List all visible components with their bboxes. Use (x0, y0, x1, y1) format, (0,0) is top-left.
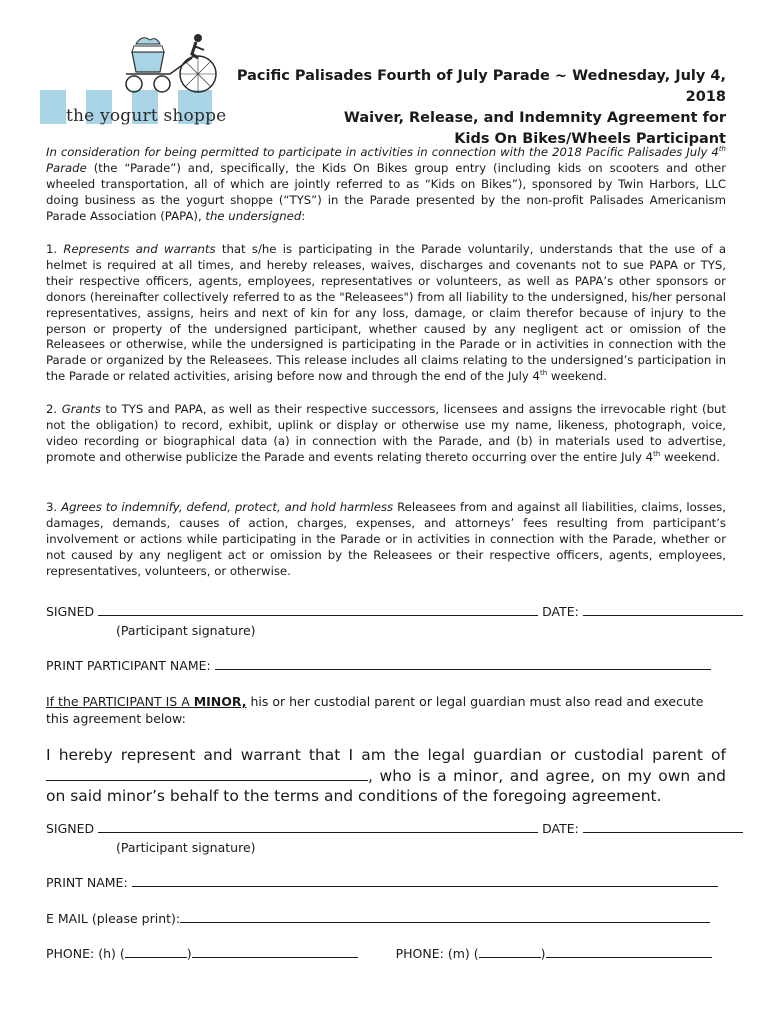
print-name-label: PRINT NAME: (46, 875, 128, 890)
clause-2-sup: th (653, 449, 661, 458)
clause-2-lead: Grants (61, 402, 101, 416)
clause-1-body: that s/he is participating in the Parade voluntarily, understands that the use of a helmet is required at all times, and hereby releases, waives, discharges and covenants not to sue PAPA or TYS, their respective officers, agents, employees, representatives or volunteers, as well as PAPA’s other sponsors or donors (hereinafter collectively referred to as the "Releasees") from all liability to the undersigned, his/her personal representatives, assigns, heirs and next of kin for any loss, damage, or claim therefor because of injury to the person or property of the undersigned participant, whether caused by any negligent act or omission of the Releasees or otherwise, while the undersigned is participating in the Parade or in activities in connection with the Parade or organized by the Releasees. This release includes all claims relating to the undersigned’s participation in the Parade or related activities, arising before now and through the end of the July 4 (46, 242, 726, 384)
phone-home-area-field[interactable] (125, 945, 187, 958)
intro-text-1: In consideration for being permitted to participate in activities in connection with the 2018 Pacific Palisades July 4 (46, 145, 719, 159)
phone-mobile-area-field[interactable] (479, 945, 541, 958)
email-field[interactable] (180, 910, 710, 923)
participant-signature-field[interactable] (98, 603, 538, 616)
phone-row (46, 945, 728, 962)
intro-text-2: Parade (46, 160, 87, 175)
bike-cart-icon (112, 32, 220, 96)
participant-name-field[interactable] (215, 657, 711, 670)
guardian-statement-2: , who is a minor, and agree, on my own and on said minor’s behalf to the terms and conditions of the foregoing agreement. (46, 766, 726, 805)
minor-notice-pre: If the PARTICIPANT IS A (46, 694, 194, 709)
intro-text-5: : (301, 208, 306, 223)
guardian-name-field[interactable] (132, 874, 718, 887)
clause-3-number: 3. (46, 500, 58, 514)
participant-name-row (46, 657, 728, 674)
title-line-3: Kids On Bikes/Wheels Participant (454, 131, 726, 147)
date-label: DATE: (542, 604, 579, 619)
clause-3-lead: Agrees to indemnify, defend, protect, and hold harmless (61, 500, 394, 514)
title-line-2: Waiver, Release, and Indemnity Agreement for (343, 110, 726, 126)
clause-1-sup: th (539, 369, 548, 378)
minor-name-field[interactable] (46, 766, 368, 781)
phone-home-paren: ) (186, 946, 192, 961)
minor-notice-bold: MINOR, (193, 694, 247, 709)
guardian-signature-row (46, 820, 728, 837)
title-line-1: Pacific Palisades Fourth of July Parade ~ Wednesday, July 4, 2018 (236, 68, 726, 105)
clause-2-number: 2. (46, 402, 58, 416)
clause-1-lead: Represents and warrants (63, 242, 216, 256)
clause-1-number: 1. (46, 242, 58, 256)
intro-text-3: (the “Parade”) and, specifically, the Kids On Bikes group entry (including kids on scooters and other wheeled transportation, all of which are jointly referred to as “Kids on Bikes”), sponsored by Twin Harbors, LLC doing business as the yogurt shoppe (“TYS”) in the Parade presented by the non-profit Palisades Americanism Parade Association (PAPA), (46, 160, 726, 223)
print-participant-name-label: PRINT PARTICIPANT NAME: (46, 658, 211, 673)
minor-notice (46, 693, 726, 727)
yogurt-shoppe-logo (40, 28, 227, 128)
guardian-date-label: DATE: (542, 821, 579, 836)
signed-label: SIGNED (46, 604, 95, 619)
guardian-statement-1: I hereby represent and warrant that I am the legal guardian or custodial parent of (46, 746, 726, 764)
guardian-signature-field[interactable] (98, 820, 538, 833)
clause-2 (46, 402, 726, 466)
participant-signature-row (46, 603, 728, 620)
guardian-name-row (46, 874, 728, 891)
guardian-date-field[interactable] (583, 820, 743, 833)
phone-home-label: PHONE: (h) ( (46, 946, 125, 961)
intro-sup: th (718, 145, 726, 154)
clause-1 (46, 242, 726, 385)
guardian-statement (46, 745, 726, 807)
intro-paragraph (46, 145, 726, 225)
phone-mobile-number-field[interactable] (546, 945, 712, 958)
email-row (46, 910, 728, 927)
clause-3 (46, 500, 726, 580)
email-label: E MAIL (please print): (46, 911, 181, 926)
guardian-signature-caption: (Participant signature) (116, 840, 256, 855)
phone-home-number-field[interactable] (192, 945, 358, 958)
phone-mobile-paren: ) (540, 946, 546, 961)
clause-2-body: to TYS and PAPA, as well as their respective successors, licensees and assigns the irrevocable right (but not the obligation) to record, exhibit, uplink or display or otherwise use my name, likeness, photograph, voice, video recording or biographical data (a) in connection with the Parade, and (b) in materials used to advertise, promote and otherwise publicize the Parade and events relating thereto occurring over the entire July 4 (46, 402, 726, 464)
phone-mobile-label: PHONE: (m) ( (395, 946, 479, 961)
clause-2-end: weekend. (664, 449, 721, 464)
logo-wordmark: the yogurt shoppe (66, 106, 227, 126)
document-title (226, 66, 726, 150)
participant-date-field[interactable] (583, 603, 743, 616)
guardian-signed-label: SIGNED (46, 821, 95, 836)
clause-1-end: weekend. (550, 369, 607, 384)
minor-notice-post: his or her custodial parent or legal guardian must also read and execute this agreement below: (46, 694, 704, 726)
signature-caption: (Participant signature) (116, 623, 256, 638)
intro-text-4: the undersigned (205, 208, 302, 223)
clause-3-body: Releasees from and against all liabilities, claims, losses, damages, demands, causes of action, charges, expenses, and attorneys’ fees resulting from participant’s involvement or actions while participating in the Parade or in activities in connection with the Parade, whether or not caused by any negligent act or omission by the Releasees or their respective officers, agents, employees, representatives, volunteers, or otherwise. (46, 500, 726, 578)
